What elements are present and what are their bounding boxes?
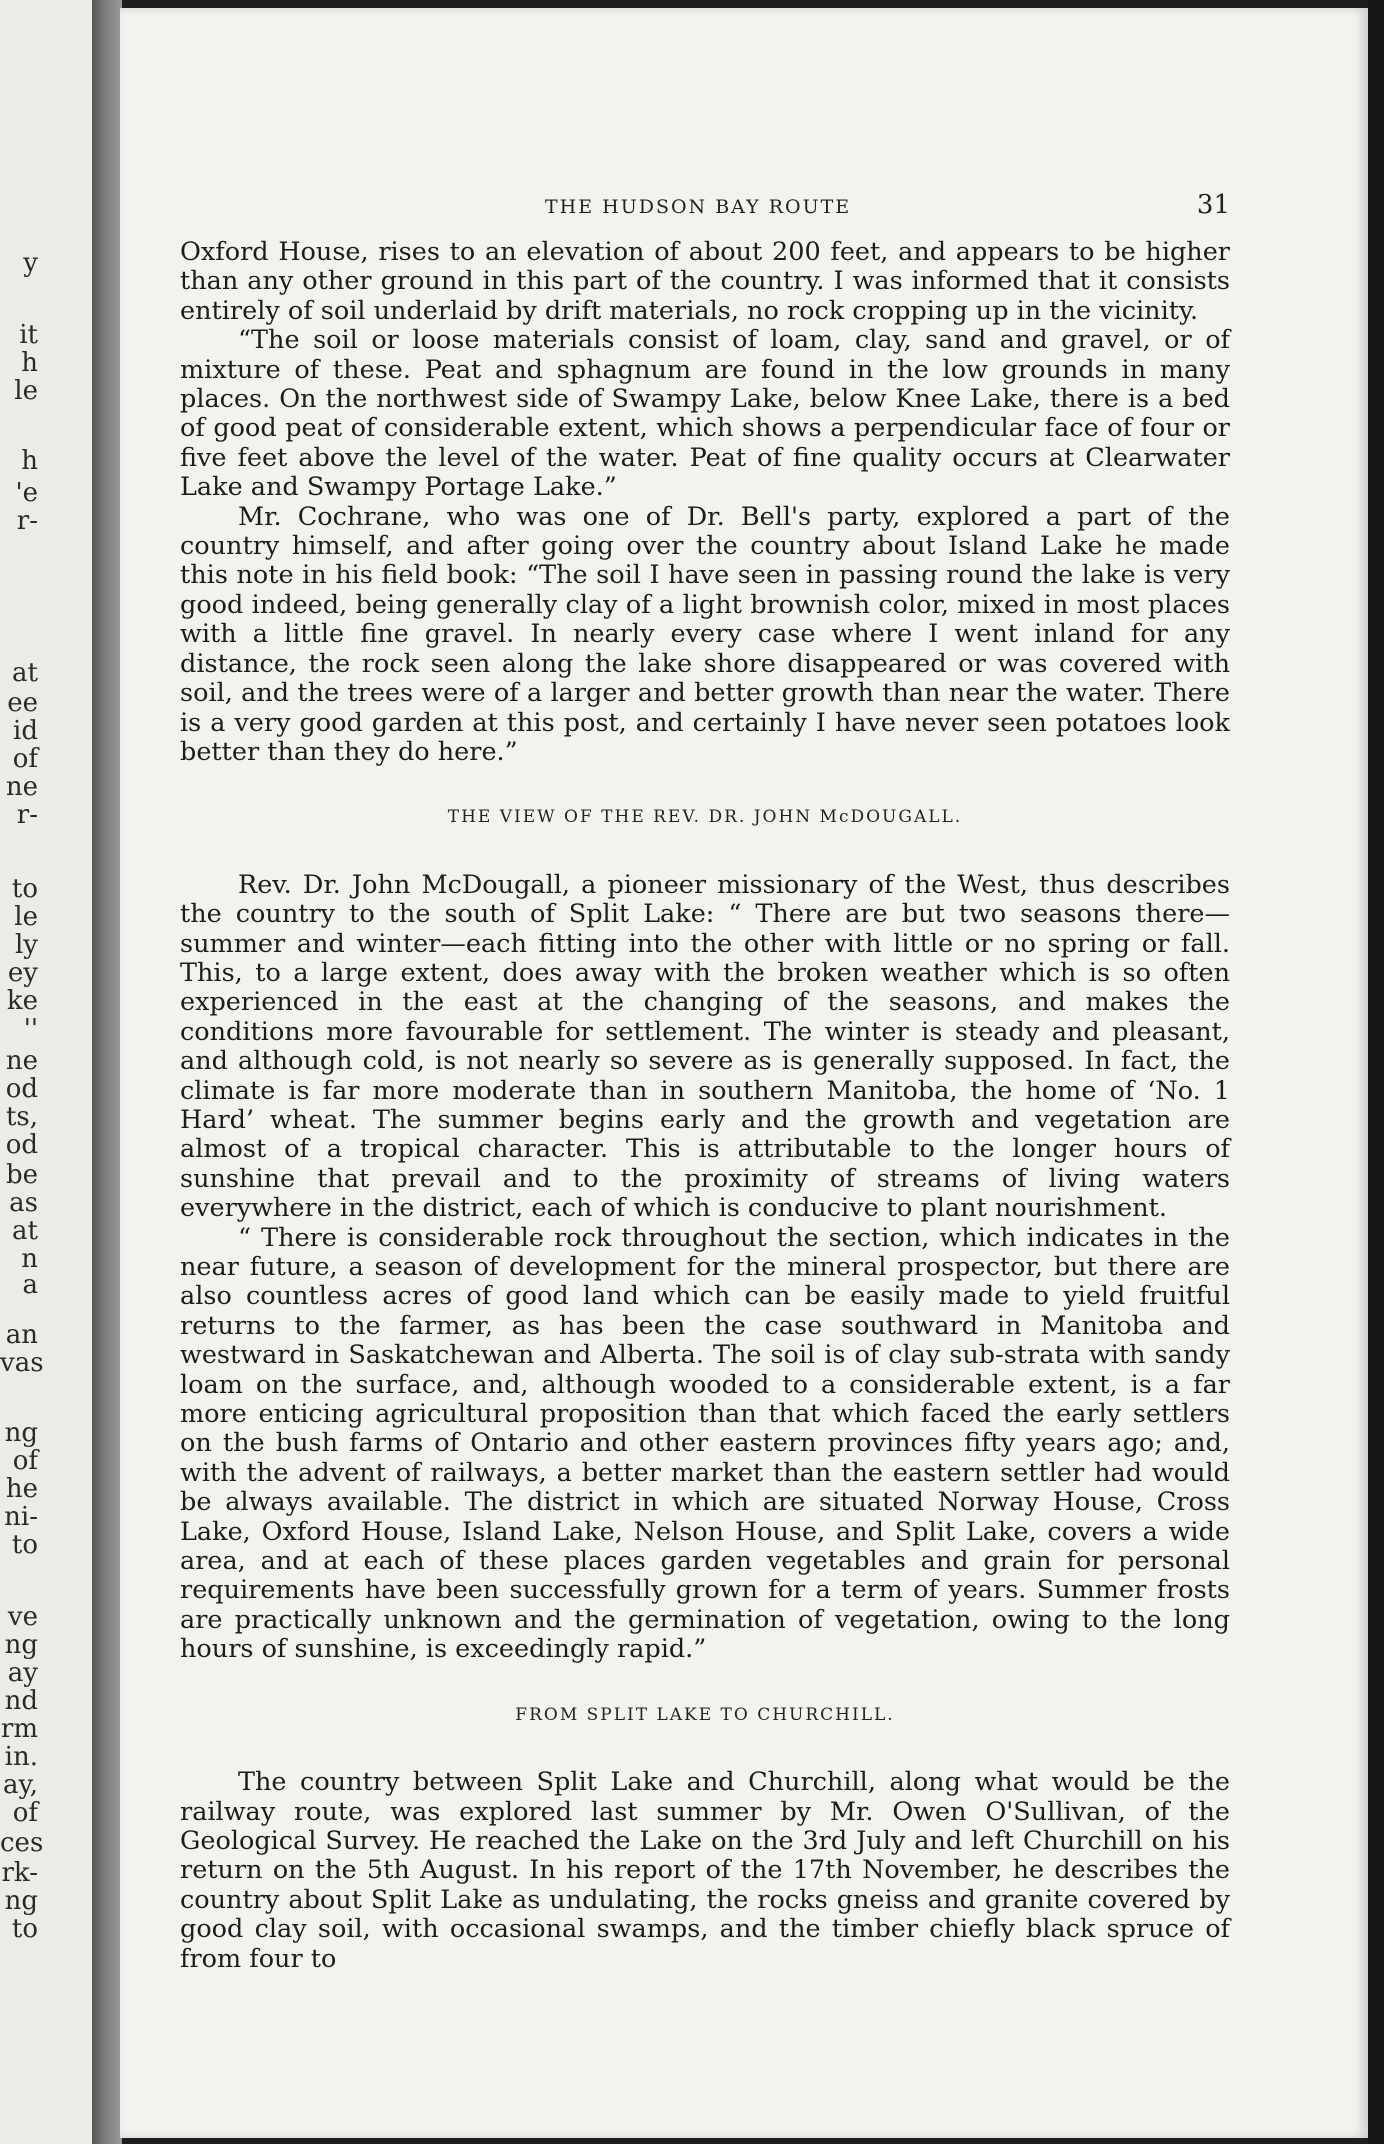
previous-page-text-fragment: 'e <box>15 478 38 508</box>
previous-page-text-fragment: r- <box>16 800 38 830</box>
previous-page-text-fragment: ng <box>4 1418 38 1448</box>
previous-page-text-fragment: '' <box>23 1014 38 1044</box>
previous-page-text-fragment: od <box>5 1074 38 1104</box>
previous-page-text-fragment: ces <box>0 1828 44 1858</box>
previous-page-text-fragment: h <box>21 348 38 378</box>
paragraph: Mr. Cochrane, who was one of Dr. Bell's party, explored a part of the country himself, and after going over the country about Island Lake he made this note in his field book: “The soil I have seen in passing round the lake is very good indeed, being generally clay of a light brownish color, mixed in most places with a little fine gravel. In nearly every case where I went inland for any distance, the rock seen along the lake shore disappeared or was covered with soil, and the trees were of a larger and better growth than near the water. There is a very good garden at this post, and certainly I have never seen potatoes look better than they do here.” <box>180 501 1230 767</box>
previous-page-text-fragment: to <box>11 874 38 904</box>
previous-page-text-fragment: ne <box>5 1046 38 1076</box>
previous-page-text-fragment: rk- <box>1 1858 38 1888</box>
previous-page-text-fragment: it <box>19 320 38 350</box>
previous-page-text-fragment: ay, <box>2 1770 38 1800</box>
previous-page-text-fragment: od <box>5 1130 38 1160</box>
previous-page-text-fragment: le <box>14 902 38 932</box>
previous-page-text-fragment: ne <box>5 772 38 802</box>
previous-page-text-fragment: rm <box>0 1714 38 1744</box>
previous-page-text-fragment: h <box>21 446 38 476</box>
paragraph: Rev. Dr. John McDougall, a pioneer missionary of the West, thus describes the country to the south of Split Lake: “ There are but two seasons there—summer and winter—each fitting into the other with little or no spring or fall. This, to a large extent, does away with the broken weather which is so often experienced in the east at the changing of the seasons, and makes the conditions more favourable for settlement. The winter is steady and pleasant, and although cold, is not nearly so severe as is generally supposed. In fact, the climate is far more moderate than in southern Manitoba, the home of ‘No. 1 Hard’ wheat. The summer begins early and the growth and vegetation are almost of a tropical character. This is attributable to the longer hours of sunshine that prevail and to the proximity of streams of living waters everywhere in the district, each of which is conducive to plant nourishment. <box>180 869 1230 1224</box>
previous-page-text-fragment: in. <box>4 1742 38 1772</box>
previous-page-text-fragment: as <box>9 1188 38 1218</box>
previous-page-text-fragment: of <box>12 1798 38 1828</box>
previous-page-text-fragment: vas <box>0 1348 44 1378</box>
previous-page-text-fragment: ng <box>4 1886 38 1916</box>
book-gutter <box>92 0 122 2144</box>
previous-page-text-fragment: to <box>11 1530 38 1560</box>
previous-page-text-fragment: ay <box>7 1658 38 1688</box>
previous-page-text-fragment: le <box>14 376 38 406</box>
page-edge-shadow <box>1368 0 1384 2144</box>
previous-page-edge <box>0 0 96 2144</box>
previous-page-text-fragment: at <box>12 658 38 688</box>
previous-page-text-fragment: ey <box>7 958 38 988</box>
page-number: 31 <box>1196 190 1230 220</box>
previous-page-text-fragment: of <box>12 1446 38 1476</box>
previous-page-text-fragment: y <box>23 248 38 278</box>
section-heading-mcdougall: THE VIEW OF THE REV. DR. JOHN McDOUGALL. <box>447 807 963 828</box>
previous-page-text-fragment: at <box>12 1216 38 1246</box>
previous-page-text-fragment: ee <box>7 688 38 718</box>
previous-page-text-fragment: id <box>13 716 38 746</box>
previous-page-text-fragment: nd <box>4 1686 38 1716</box>
previous-page-text-fragment: he <box>5 1474 38 1504</box>
previous-page-text-fragment: ve <box>7 1602 38 1632</box>
paragraph: Oxford House, rises to an elevation of about 200 feet, and appears to be higher than any other ground in this part of the country. I was informed that it consists entirely of soil underlaid by drift materials, no rock cropping up in the vicinity. <box>180 237 1230 326</box>
section-heading-split-lake: FROM SPLIT LAKE TO CHURCHILL. <box>515 1704 895 1725</box>
previous-page-text-fragment: r- <box>16 506 38 536</box>
page-body <box>180 238 1230 1974</box>
running-title: THE HUDSON BAY ROUTE <box>545 196 852 218</box>
previous-page-text-fragment: ts, <box>5 1102 38 1132</box>
paragraph: “ There is considerable rock throughout the section, which indicates in the near future, a season of development for the mineral prospector, but there are also countless acres of good land which can be easily made to yield fruitful returns to the farmer, as has been the case southward in Manitoba and westward in Saskatchewan and Alberta. The soil is of clay sub-strata with sandy loam on the surface, and, although wooded to a considerable extent, is a far more enticing agricultural proposition than that which faced the early settlers on the bush farms of Ontario and other eastern provinces fifty years ago; and, with the advent of railways, a better market than the eastern settler had would be always available. The district in which are situated Norway House, Cross Lake, Oxford House, Island Lake, Nelson House, and Split Lake, covers a wide area, and at each of these places garden vegetables and grain for personal requirements have been successfully grown for a term of years. Summer frosts are practically unknown and the germination of vegetation, owing to the long hours of sunshine, is exceedingly rapid.” <box>180 1222 1230 1665</box>
previous-page-text-fragment: ng <box>4 1630 38 1660</box>
previous-page-text-fragment: ni- <box>4 1502 38 1532</box>
previous-page-text-fragment: an <box>5 1320 38 1350</box>
paragraph: The country between Split Lake and Churchill, along what would be the railway route, was explored last summer by Mr. Owen O'Sullivan, of the Geological Survey. He reached the Lake on the 3rd July and left Churchill on his return on the 5th August. In his report of the 17th November, he describes the country about Split Lake as undulating, the rocks gneiss and granite covered by good clay soil, with occasional swamps, and the timber chiefly black spruce of from four to <box>180 1767 1230 1974</box>
paragraph: “The soil or loose materials consist of loam, clay, sand and gravel, or of mixture of these. Peat and sphagnum are found in the low grounds in many places. On the northwest side of Swampy Lake, below Knee Lake, there is a bed of good peat of considerable extent, which shows a perpendicular face of four or five feet above the level of the water. Peat of fine quality occurs at Clearwater Lake and Swampy Portage Lake.” <box>180 325 1230 503</box>
previous-page-text-fragment: n a <box>21 1244 38 1300</box>
previous-page-text-fragment: ke <box>6 986 38 1016</box>
previous-page-text-fragment: ly <box>14 930 38 960</box>
previous-page-text-fragment: be <box>5 1160 38 1190</box>
previous-page-text-fragment: of <box>12 744 38 774</box>
previous-page-text-fragment: to <box>11 1914 38 1944</box>
